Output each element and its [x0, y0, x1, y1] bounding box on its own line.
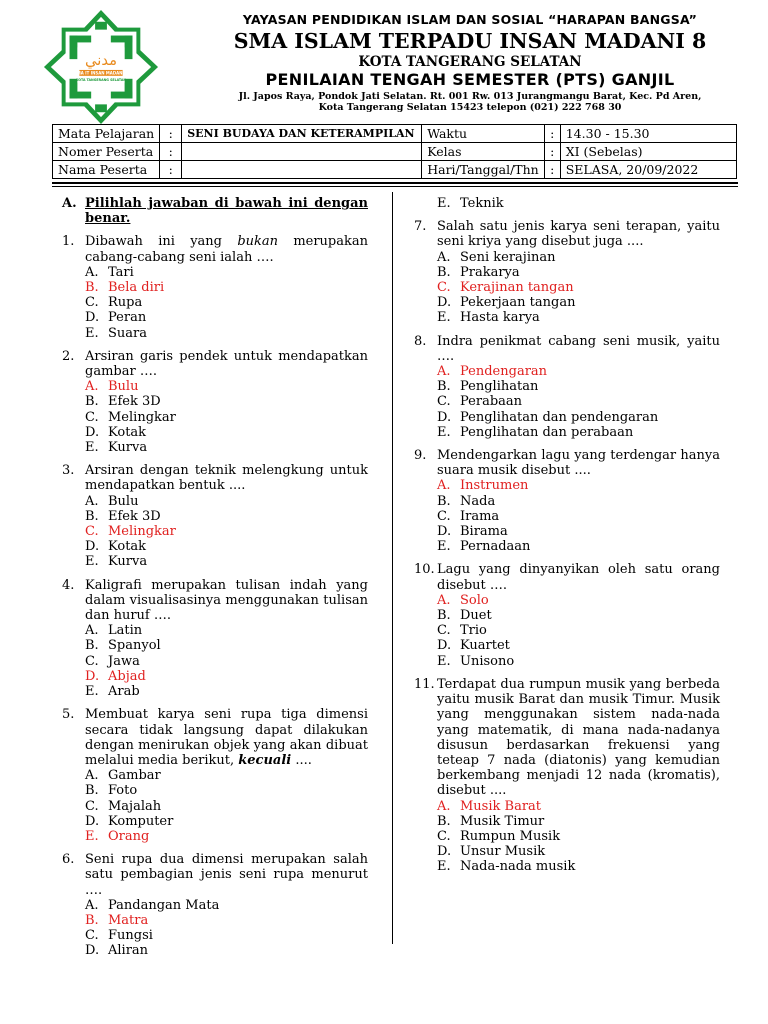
question-11: [414, 677, 720, 875]
option-text: Kerajinan tangan: [460, 280, 574, 296]
question-text-part: Salah satu jenis karya seni terapan, yaitu seni kriya yang disebut juga ....: [437, 219, 720, 250]
option-letter: C.: [85, 928, 99, 944]
info-label: Nomer Peserta: [53, 143, 160, 161]
option-text: Prakarya: [460, 264, 520, 280]
answer-option[interactable]: [85, 539, 368, 554]
option-text: Unsur Musik: [460, 844, 546, 860]
answer-option-correct[interactable]: [437, 593, 720, 608]
option-text: Kurva: [108, 440, 148, 456]
option-letter: A.: [85, 379, 99, 395]
answer-option[interactable]: [85, 509, 368, 524]
question-number: 11.: [414, 676, 435, 692]
answer-option[interactable]: [85, 494, 368, 509]
option-letter: A.: [437, 364, 451, 380]
option-letter: E.: [85, 554, 99, 570]
option-letter: E.: [437, 310, 451, 326]
option-letter: E.: [85, 684, 99, 700]
option-text: Kurva: [108, 554, 148, 570]
info-label: Mata Pelajaran: [53, 125, 160, 143]
answer-option-correct[interactable]: [85, 379, 368, 394]
question-text-part: Mendengarkan lagu yang terdengar hanya suara musik disebut ....: [437, 448, 720, 479]
participant-number-field[interactable]: [182, 143, 422, 161]
question-text: [85, 234, 368, 264]
answer-option[interactable]: [437, 829, 720, 844]
question-number: 3.: [62, 463, 75, 479]
answer-option[interactable]: [85, 768, 368, 783]
info-value-time: 14.30 - 15.30: [560, 125, 736, 143]
school-logo: [42, 8, 160, 126]
option-letter: E.: [437, 424, 451, 440]
section-letter: A.: [62, 196, 77, 211]
question-text-part: merupakan cabang-cabang seni ialah ….: [85, 234, 369, 265]
option-letter: C.: [437, 394, 451, 410]
address-line-1: Jl. Japos Raya, Pondok Jati Selatan. Rt. 001 Rw. 013 Jurangmangu Barat, Kec. Pd Aren,: [238, 91, 702, 102]
city-name: KOTA TANGERANG SELATAN: [358, 54, 582, 70]
option-text: Melingkar: [108, 409, 176, 425]
answer-option[interactable]: [85, 943, 368, 958]
option-text: Jawa: [108, 653, 140, 669]
option-letter: A.: [85, 768, 99, 784]
answer-option[interactable]: [85, 554, 368, 569]
option-letter: B.: [85, 508, 99, 524]
school-name: SMA ISLAM TERPADU INSAN MADANI 8: [233, 29, 707, 53]
question-6: [62, 852, 368, 958]
option-letter: E.: [437, 653, 451, 669]
option-text: Kotak: [108, 424, 147, 440]
info-colon: :: [544, 125, 560, 143]
question-text: [85, 707, 368, 768]
logo-caption-school: SMA IT INSAN MADANI 8: [74, 70, 128, 76]
question-4: [62, 578, 368, 700]
option-letter: D.: [85, 668, 100, 684]
option-text: Seni kerajinan: [460, 249, 556, 265]
option-letter: C.: [437, 508, 451, 524]
option-text: Rupa: [108, 295, 143, 311]
option-text: Nada-nada musik: [460, 859, 576, 875]
question-text: [437, 334, 720, 364]
option-letter: B.: [437, 813, 451, 829]
option-letter: A.: [437, 592, 451, 608]
option-text: Instrumen: [460, 478, 529, 494]
option-text: Bela diri: [108, 280, 165, 296]
info-value-date: SELASA, 20/09/2022: [560, 161, 736, 179]
question-10: [414, 562, 720, 668]
option-letter: E.: [437, 859, 451, 875]
option-text: Nada: [460, 493, 496, 509]
option-text: Pernadaan: [460, 539, 531, 555]
question-number: 8.: [414, 333, 427, 349]
info-row-number: [53, 143, 737, 161]
address-line-2: Kota Tangerang Selatan 15423 telepon (021) 222 768 30: [318, 102, 622, 113]
answer-option[interactable]: [437, 509, 720, 524]
option-text: Efek 3D: [108, 394, 161, 410]
option-letter: A.: [85, 897, 99, 913]
option-letter: B.: [437, 493, 451, 509]
option-text: Majalah: [108, 798, 162, 814]
info-colon: :: [160, 143, 182, 161]
info-colon: :: [160, 161, 182, 179]
question-7: [414, 219, 720, 325]
option-text: Abjad: [108, 668, 146, 684]
answer-option[interactable]: [437, 295, 720, 310]
option-letter: A.: [85, 623, 99, 639]
option-letter: C.: [85, 409, 99, 425]
question-text-part: Terdapat dua rumpun musik yang berbeda yaitu musik Barat dan musik Timur. Musik yang menggunakan sistem nada-nada yang matematik, di mana nada-nadanya disusun berdasarkan frekuensi yang teteap 7 nada (diatonis) yang kemudian berkembang menjadi 12 nada (kromatis), disebut ....: [437, 676, 720, 799]
info-colon: :: [160, 125, 182, 143]
answer-option[interactable]: [437, 310, 720, 325]
section-title: Pilihlah jawaban di bawah ini dengan benar.: [85, 196, 368, 227]
question-2: [62, 349, 368, 455]
option-letter: D.: [437, 524, 452, 540]
option-letter: C.: [85, 798, 99, 814]
question-text-part: ....: [291, 752, 312, 768]
option-letter: B.: [85, 912, 99, 928]
header-divider: [52, 182, 738, 184]
info-label: Kelas: [422, 143, 545, 161]
question-text: [85, 349, 368, 379]
info-colon: :: [544, 143, 560, 161]
option-text: Musik Barat: [460, 798, 542, 814]
option-text: Bulu: [108, 379, 139, 395]
header-divider-thin: [52, 186, 738, 187]
info-label: Waktu: [422, 125, 545, 143]
option-letter: B.: [437, 264, 451, 280]
option-text: Teknik: [460, 196, 504, 211]
option-text: Orang: [108, 828, 150, 844]
answer-option[interactable]: [85, 638, 368, 653]
option-letter: C.: [85, 653, 99, 669]
answer-option[interactable]: [437, 654, 720, 669]
option-letter: A.: [437, 249, 451, 265]
option-letter: D.: [85, 539, 100, 555]
option-letter: D.: [437, 638, 452, 654]
column-divider: [392, 192, 393, 944]
question-1: [62, 234, 368, 340]
answer-option-correct[interactable]: [85, 913, 368, 928]
logo-arabic-text: مدني: [84, 52, 118, 70]
participant-name-field[interactable]: [182, 161, 422, 179]
question-text: [85, 578, 368, 624]
answer-option[interactable]: [85, 326, 368, 341]
answer-option[interactable]: [437, 623, 720, 638]
option-text: Fungsi: [108, 928, 153, 944]
answer-option[interactable]: [85, 295, 368, 310]
option-text: Kotak: [108, 539, 147, 555]
answer-option[interactable]: [437, 524, 720, 539]
answer-option-correct[interactable]: [85, 280, 368, 295]
option-letter: E.: [437, 196, 451, 211]
answer-option[interactable]: [85, 783, 368, 798]
option-text: Matra: [108, 912, 149, 928]
answer-option[interactable]: [85, 425, 368, 440]
answer-option[interactable]: [85, 814, 368, 829]
info-colon: :: [544, 161, 560, 179]
option-text: Pekerjaan tangan: [460, 295, 576, 311]
section-heading: [62, 196, 368, 226]
answer-option[interactable]: [437, 608, 720, 623]
info-label: Hari/Tanggal/Thn: [422, 161, 545, 179]
answer-option[interactable]: [437, 539, 720, 554]
answer-option[interactable]: [437, 379, 720, 394]
answer-option[interactable]: [85, 799, 368, 814]
option-text: Kuartet: [460, 638, 510, 654]
option-letter: C.: [85, 295, 99, 311]
school-address: [175, 91, 765, 113]
answer-option[interactable]: [437, 814, 720, 829]
answer-option[interactable]: [437, 859, 720, 874]
question-emphasis: bukan: [237, 234, 279, 250]
option-text: Musik Timur: [460, 813, 545, 829]
answer-option[interactable]: [437, 425, 720, 440]
option-text: Pendengaran: [460, 364, 548, 380]
answer-option[interactable]: [85, 394, 368, 409]
answer-option[interactable]: [85, 623, 368, 638]
option-text: Perabaan: [460, 394, 523, 410]
option-text: Aliran: [108, 943, 149, 959]
option-text: Penglihatan dan perabaan: [460, 424, 634, 440]
question-text-part: Seni rupa dua dimensi merupakan salah satu pembagian jenis seni rupa menurut ….: [85, 852, 368, 898]
question-text-part: Lagu yang dinyanyikan oleh satu orang disebut ….: [437, 562, 720, 593]
option-text: Arab: [108, 684, 140, 700]
option-text: Penglihatan: [460, 379, 539, 395]
question-number: 2.: [62, 348, 75, 364]
answer-option-correct[interactable]: [437, 478, 720, 493]
question-number: 5.: [62, 707, 75, 723]
info-row-name: [53, 161, 737, 179]
option-text: Gambar: [108, 768, 161, 784]
option-text: Spanyol: [108, 638, 161, 654]
info-row-subject: [53, 125, 737, 143]
exam-info-table: [52, 124, 737, 179]
option-letter: A.: [437, 798, 451, 814]
option-letter: B.: [85, 280, 99, 296]
question-text: [437, 448, 720, 478]
question-8: [414, 334, 720, 440]
question-number: 10.: [414, 562, 435, 578]
option-letter: D.: [85, 310, 100, 326]
info-value-class: XI (Sebelas): [560, 143, 736, 161]
question-emphasis: kecuali: [238, 752, 292, 768]
answer-option-correct[interactable]: [437, 364, 720, 379]
info-value-subject: SENI BUDAYA DAN KETERAMPILAN: [182, 125, 422, 143]
answer-option-correct[interactable]: [437, 280, 720, 295]
question-number: 6.: [62, 852, 75, 868]
option-letter: D.: [85, 424, 100, 440]
option-letter: A.: [85, 264, 99, 280]
question-text-part: Membuat karya seni rupa tiga dimensi secara tidak langsung dapat dilakukan dengan menirukan objek yang akan dibuat melalui media berikut,: [85, 707, 368, 768]
answer-option[interactable]: [85, 898, 368, 913]
question-5: [62, 707, 368, 844]
option-letter: C.: [437, 623, 451, 639]
option-letter: E.: [85, 828, 99, 844]
option-letter: A.: [85, 493, 99, 509]
option-text: Bulu: [108, 493, 139, 509]
option-letter: D.: [437, 409, 452, 425]
option-text: Duet: [460, 608, 492, 624]
answer-option[interactable]: [437, 638, 720, 653]
option-text: Foto: [108, 783, 138, 799]
question-number: 7.: [414, 219, 427, 235]
question-text-part: Arsiran dengan teknik melengkung untuk mendapatkan bentuk ....: [85, 463, 368, 494]
question-3: [62, 463, 368, 569]
option-letter: D.: [437, 844, 452, 860]
answer-option[interactable]: [85, 410, 368, 425]
exam-title: PENILAIAN TENGAH SEMESTER (PTS) GANJIL: [265, 70, 675, 89]
option-text: Latin: [108, 623, 143, 639]
option-letter: C.: [85, 524, 99, 540]
option-text: Hasta karya: [460, 310, 540, 326]
option-letter: B.: [85, 638, 99, 654]
answer-option[interactable]: [437, 250, 720, 265]
answer-option-correct[interactable]: [85, 524, 368, 539]
questions-left-column: [62, 196, 368, 967]
option-text: Irama: [460, 508, 500, 524]
option-letter: E.: [85, 440, 99, 456]
answer-option[interactable]: [85, 310, 368, 325]
answer-option[interactable]: [85, 440, 368, 455]
answer-option[interactable]: [414, 196, 720, 211]
option-text: Unisono: [460, 653, 515, 669]
answer-option[interactable]: [85, 684, 368, 699]
question-number: 4.: [62, 577, 75, 593]
answer-option[interactable]: [85, 928, 368, 943]
option-text: Penglihatan dan pendengaran: [460, 409, 659, 425]
option-letter: B.: [437, 608, 451, 624]
answer-option[interactable]: [437, 494, 720, 509]
answer-option-correct[interactable]: [85, 669, 368, 684]
option-text: Birama: [460, 524, 508, 540]
option-text: Peran: [108, 310, 147, 326]
answer-option-correct[interactable]: [437, 799, 720, 814]
option-text: Pandangan Mata: [108, 897, 220, 913]
answer-option-correct[interactable]: [85, 829, 368, 844]
option-text: Efek 3D: [108, 508, 161, 524]
logo-caption-city: KOTA TANGERANG SELATAN: [75, 77, 127, 82]
option-letter: E.: [85, 325, 99, 341]
option-letter: D.: [437, 295, 452, 311]
answer-option[interactable]: [437, 394, 720, 409]
option-text: Trio: [460, 623, 487, 639]
question-text: [437, 677, 720, 799]
option-letter: B.: [437, 379, 451, 395]
question-text-part: Kaligrafi merupakan tulisan indah yang dalam visualisasinya menggunakan tulisan dan huruf ….: [85, 577, 368, 624]
option-letter: D.: [85, 943, 100, 959]
option-letter: C.: [437, 828, 451, 844]
question-text-part: Indra penikmat cabang seni musik, yaitu ….: [437, 333, 720, 364]
foundation-name: YAYASAN PENDIDIKAN ISLAM DAN SOSIAL “HARAPAN BANGSA”: [242, 12, 698, 27]
answer-option[interactable]: [437, 265, 720, 280]
option-text: Melingkar: [108, 524, 176, 540]
option-letter: A.: [437, 478, 451, 494]
option-text: Rumpun Musik: [460, 828, 561, 844]
option-text: Suara: [108, 325, 147, 341]
option-text: Tari: [108, 264, 134, 280]
questions-right-column: [414, 196, 720, 883]
option-text: Komputer: [108, 813, 174, 829]
question-number: 1.: [62, 234, 75, 250]
answer-option[interactable]: [85, 265, 368, 280]
info-label: Nama Peserta: [53, 161, 160, 179]
question-text-part: Dibawah ini yang: [85, 234, 238, 250]
question-9: [414, 448, 720, 554]
option-letter: C.: [437, 280, 451, 296]
question-number: 9.: [414, 448, 427, 464]
question-text: [85, 852, 368, 898]
question-text: [437, 562, 720, 592]
question-text: [85, 463, 368, 493]
option-letter: B.: [85, 783, 99, 799]
answer-option[interactable]: [437, 410, 720, 425]
option-letter: E.: [437, 539, 451, 555]
answer-option[interactable]: [85, 654, 368, 669]
option-letter: D.: [85, 813, 100, 829]
option-text: Solo: [460, 592, 489, 608]
answer-option[interactable]: [437, 844, 720, 859]
question-text: [437, 219, 720, 249]
option-letter: B.: [85, 394, 99, 410]
question-text-part: Arsiran garis pendek untuk mendapatkan gambar ….: [85, 348, 368, 380]
